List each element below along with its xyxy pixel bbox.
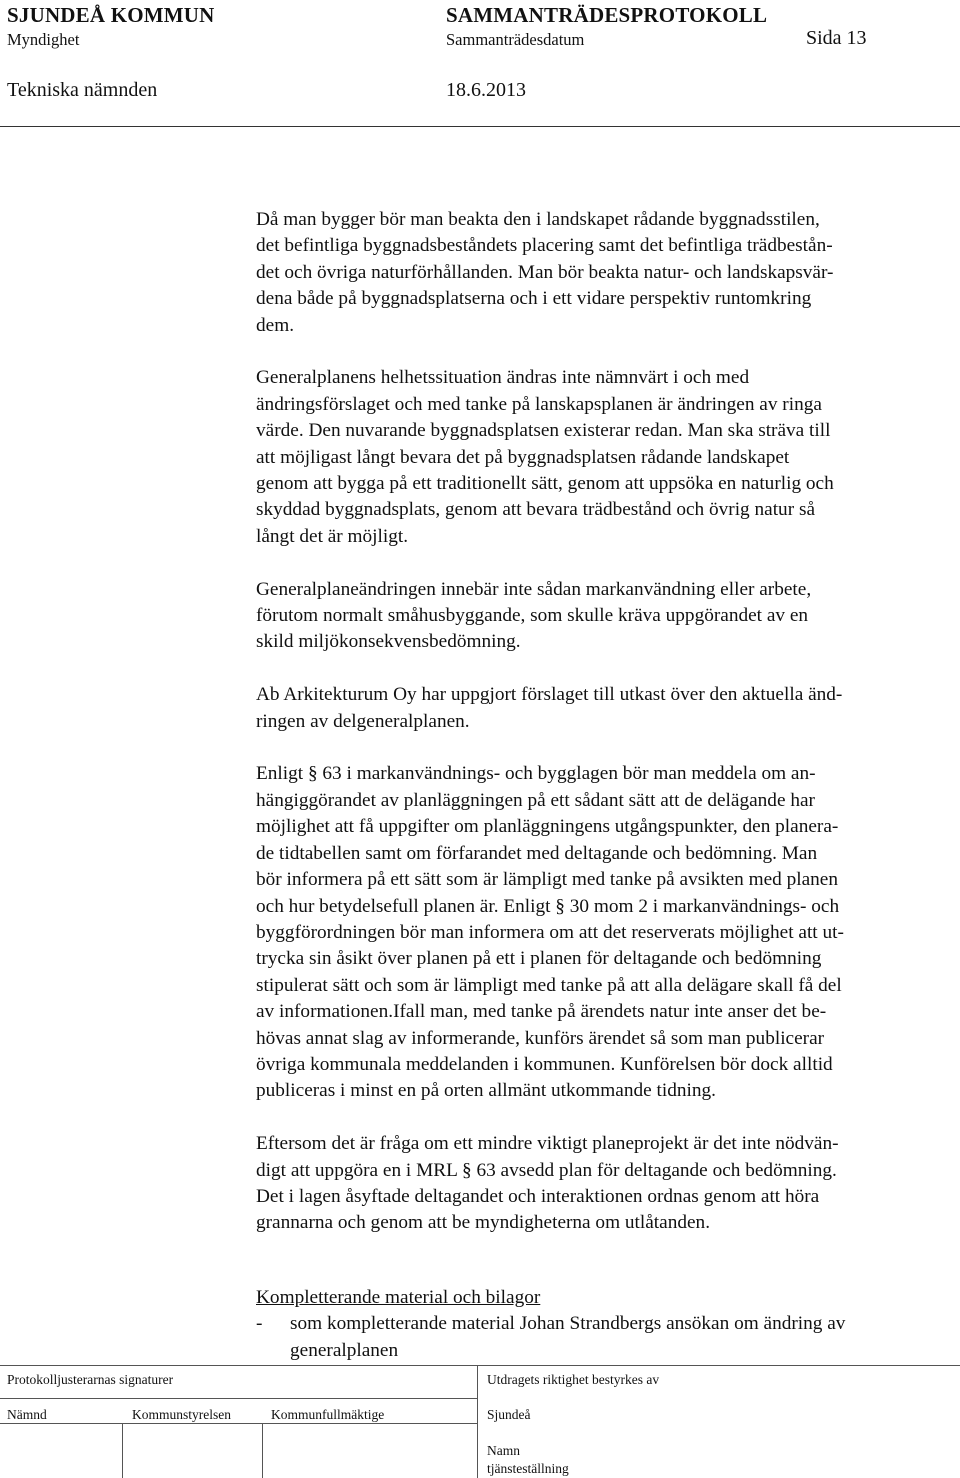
certification-place: Sjundeå bbox=[487, 1407, 531, 1422]
signature-column-styrelse: Kommunstyrelsen bbox=[132, 1407, 231, 1422]
text-line: förutom normalt småhusbyggande, som skulle kräva uppgörandet av en bbox=[256, 605, 809, 627]
text-line: värde. Den nuvarande byggnadsplatsen existerar redan. Man ska sträva till bbox=[256, 420, 831, 442]
text-line: det och övriga naturförhållanden. Man bör beakta natur- och landskapsvär- bbox=[256, 261, 834, 283]
text-line: Generalplanens helhetssituation ändras inte nämnvärt i och med bbox=[256, 367, 750, 389]
attachment-text bbox=[256, 1311, 956, 1364]
header-divider bbox=[0, 126, 960, 127]
paragraph-participation bbox=[256, 1131, 956, 1237]
signature-column-namnd: Nämnd bbox=[7, 1407, 47, 1422]
text-line: genom att bygga på ett traditionellt sätt, genom att uppsöka en naturlig och bbox=[256, 473, 834, 495]
protocol-body bbox=[256, 207, 956, 1263]
text-line: ändringsförslaget och med tanke på lanskapsplanen är ändringen av ringa bbox=[256, 393, 822, 415]
meeting-date: 18.6.2013 bbox=[446, 79, 526, 101]
text-line: skyddad byggnadsplats, genom att bevara trädbestånd och övrig natur så bbox=[256, 499, 816, 521]
text-line: Generalplaneändringen innebär inte sådan markanvändning eller arbete, bbox=[256, 578, 812, 600]
text-line: dena både på byggnadsplatserna och i ett vidare perspektiv runtomkring bbox=[256, 288, 812, 310]
certifier-name-label: Namn bbox=[487, 1443, 520, 1458]
text-line: Då man bygger bör man beakta den i landskapet rådande byggnadsstilen, bbox=[256, 209, 820, 230]
text-line: de tidtabellen samt om förfarandet med deltagande och bedömning. Man bbox=[256, 842, 818, 864]
text-line: Ab Arkitekturum Oy har uppgjort förslaget till utkast över den aktuella änd- bbox=[256, 684, 843, 706]
text-line: Eftersom det är fråga om ett mindre viktigt planeprojekt är det inte nödvän- bbox=[256, 1133, 839, 1155]
paragraph-general-plan-situation bbox=[256, 365, 956, 550]
signature-header-rule bbox=[0, 1423, 477, 1424]
text-line: av informationen.Ifall man, med tanke på ärendets natur inte anser det be- bbox=[256, 1001, 827, 1023]
text-line: och hur betydelsefull planen är. Enligt § 30 mom 2 i markanvändnings- och bbox=[256, 895, 840, 917]
paragraph-environmental-assessment bbox=[256, 577, 956, 656]
text-line: publiceras i minst en på orten allmänt utkommande tidning. bbox=[256, 1080, 716, 1102]
text-line: bör informera på ett sätt som är lämpligt med tanke på avsikten med planen bbox=[256, 869, 839, 891]
text-line: det befintliga byggnadsbeståndets placering samt det befintliga trädbestån- bbox=[256, 235, 833, 257]
attachments-heading: Kompletterande material och bilagor bbox=[256, 1287, 541, 1308]
signature-footer bbox=[0, 1365, 960, 1478]
attachment-item bbox=[256, 1311, 956, 1364]
board-name: Tekniska nämnden bbox=[7, 79, 158, 101]
text-line: övriga kommunala meddelanden i kommunen. Kunförelsen bör dock alltid bbox=[256, 1053, 833, 1075]
authority-label: Myndighet bbox=[7, 30, 80, 49]
document-type: SAMMANTRÄDESPROTOKOLL bbox=[446, 3, 768, 27]
text-line: ringen av delgeneralplanen. bbox=[256, 710, 470, 732]
text-line: trycka sin åsikt över planen på ett i planen för deltagande och bedömning bbox=[256, 948, 822, 970]
footer-top-rule bbox=[0, 1365, 960, 1366]
text-line: generalplanen bbox=[290, 1339, 399, 1361]
list-dash: - bbox=[256, 1313, 263, 1335]
paragraph-building-style bbox=[256, 207, 956, 339]
text-line: hängiggörandet av planläggningen på ett sådant sätt att de delägande har bbox=[256, 789, 815, 811]
text-line: stipulerat sätt och som är lämpligt med tanke på att alla delägare skall få del bbox=[256, 974, 842, 996]
attachments-section bbox=[256, 1285, 956, 1364]
text-line: att möjligast långt bevara det på byggnadsplatsen rådande landskapet bbox=[256, 446, 790, 468]
text-line: möjlighet att få uppgifter om planläggningens utgångspunkter, den planera- bbox=[256, 816, 839, 838]
certified-label: Utdragets riktighet bestyrkes av bbox=[487, 1372, 660, 1387]
page-number: Sida 13 bbox=[806, 27, 867, 49]
text-line: byggförordningen bör man informera om att det reserverats möjlighet att ut- bbox=[256, 921, 844, 943]
footer-column-divider bbox=[477, 1365, 478, 1478]
text-line: hövas annat slag av informerande, kunförs ärendet så som man publicerar bbox=[256, 1027, 825, 1049]
text-line: grannarna och genom att be myndigheterna om utlåtanden. bbox=[256, 1212, 711, 1234]
text-line: Det i lagen åsyftade deltagandet och interaktionen ordnas genom att höra bbox=[256, 1185, 820, 1207]
signature-row-rule bbox=[0, 1398, 477, 1399]
text-line: Enligt § 63 i markanvändnings- och bygglagen bör man meddela om an- bbox=[256, 763, 816, 785]
signature-cell-divider bbox=[122, 1423, 123, 1478]
date-label: Sammanträdesdatum bbox=[446, 30, 585, 49]
text-line: skild miljökonsekvensbedömning. bbox=[256, 631, 521, 653]
text-line: långt det är möjligt. bbox=[256, 525, 409, 547]
signatures-label: Protokolljusterarnas signaturer bbox=[7, 1372, 174, 1387]
paragraph-proposal-author bbox=[256, 682, 956, 735]
signature-cell-divider bbox=[262, 1423, 263, 1478]
text-line: som kompletterande material Johan Strandbergs ansökan om ändring av bbox=[290, 1313, 846, 1335]
municipality-name: SJUNDEÅ KOMMUN bbox=[7, 3, 215, 27]
text-line: dem. bbox=[256, 314, 295, 336]
signature-column-fullmaktige: Kommunfullmäktige bbox=[271, 1407, 385, 1422]
certifier-title-label: tjänsteställning bbox=[487, 1461, 569, 1476]
text-line: digt att uppgöra en i MRL § 63 avsedd plan för deltagande och bedömning. bbox=[256, 1159, 837, 1181]
paragraph-legal-notice bbox=[256, 761, 956, 1104]
